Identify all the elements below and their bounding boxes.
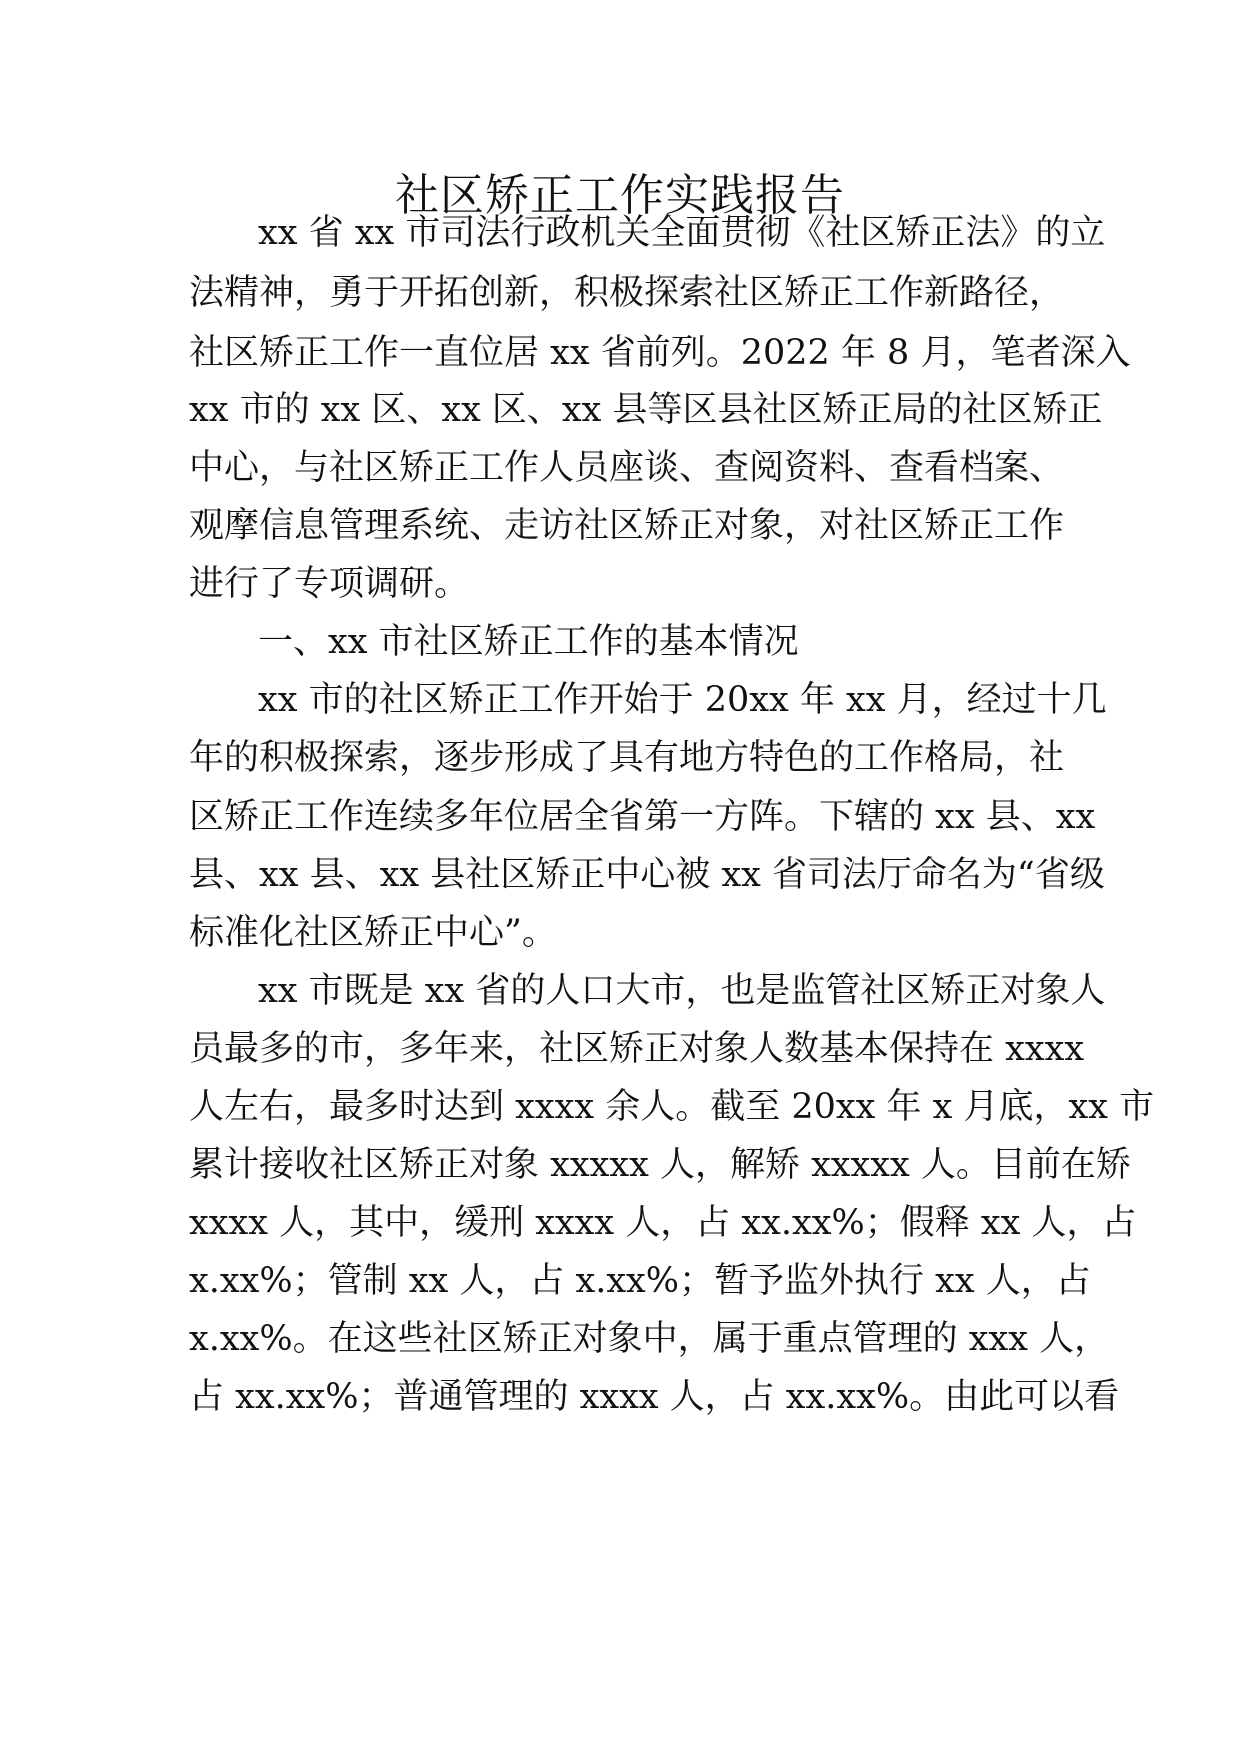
body-line: 中心，与社区矫正工作人员座谈、查阅资料、查看档案、 — [189, 448, 1065, 488]
body-line: 区矫正工作连续多年位居全省第一方阵。下辖的 xx 县、xx — [189, 797, 1096, 837]
body-line: xxxx 人，其中，缓刑 xxxx 人，占 xx.xx%；假释 xx 人，占 — [189, 1203, 1137, 1243]
body-line: 观摩信息管理系统、走访社区矫正对象，对社区矫正工作 — [189, 506, 1065, 546]
body-line: xx 市的 xx 区、xx 区、xx 县等区县社区矫正局的社区矫正 — [189, 390, 1103, 430]
document-title: 社区矫正工作实践报告 — [395, 170, 845, 221]
body-line: 人左右，最多时达到 xxxx 余人。截至 20xx 年 x 月底，xx 市 — [189, 1087, 1155, 1127]
body-line: 员最多的市，多年来，社区矫正对象人数基本保持在 xxxx — [189, 1029, 1085, 1069]
body-line: xx 省 xx 市司法行政机关全面贯彻《社区矫正法》的立 — [258, 213, 1106, 253]
section-heading: 一、xx 市社区矫正工作的基本情况 — [258, 622, 799, 662]
body-line: x.xx%。在这些社区矫正对象中，属于重点管理的 xxx 人， — [189, 1319, 1110, 1359]
body-line: 进行了专项调研。 — [189, 564, 470, 604]
body-line: 法精神，勇于开拓创新，积极探索社区矫正工作新路径， — [189, 273, 1065, 313]
body-line: 累计接收社区矫正对象 xxxxx 人，解矫 xxxxx 人。目前在矫 — [189, 1145, 1131, 1185]
body-line: x.xx%；管制 xx 人，占 x.xx%；暂予监外执行 xx 人，占 — [189, 1261, 1091, 1301]
body-line: 县、xx 县、xx 县社区矫正中心被 xx 省司法厅命名为“省级 — [189, 855, 1105, 895]
body-line: 占 xx.xx%；普通管理的 xxxx 人，占 xx.xx%。由此可以看 — [189, 1377, 1120, 1417]
body-line: xx 市既是 xx 省的人口大市，也是监管社区矫正对象人 — [258, 971, 1106, 1011]
body-line: 社区矫正工作一直位居 xx 省前列。2022 年 8 月，笔者深入 — [189, 333, 1131, 373]
body-line: xx 市的社区矫正工作开始于 20xx 年 xx 月，经过十几 — [258, 680, 1107, 720]
body-line: 标准化社区矫正中心”。 — [189, 913, 557, 953]
body-line: 年的积极探索，逐步形成了具有地方特色的工作格局，社 — [189, 738, 1065, 778]
